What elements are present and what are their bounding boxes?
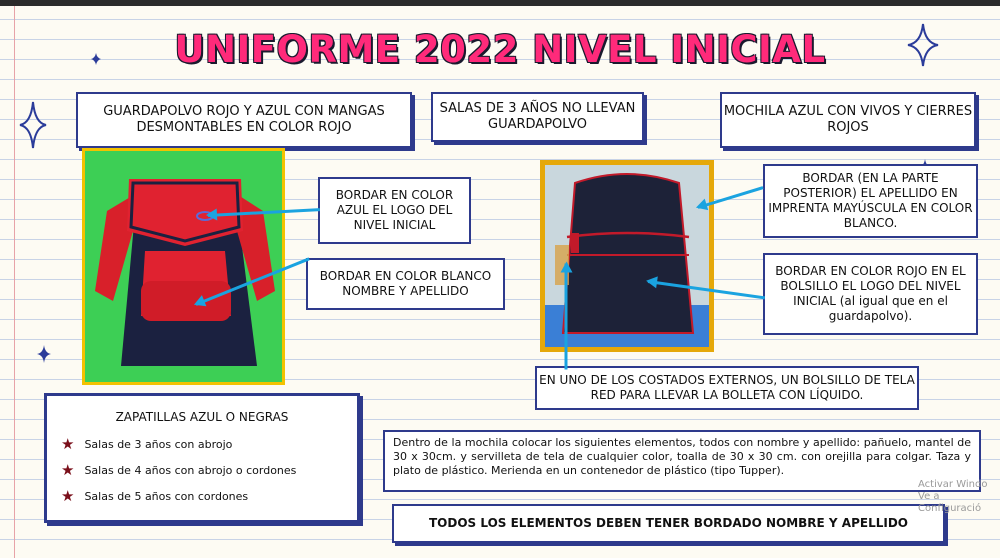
star-icon: ★ (61, 487, 75, 505)
window-top-bar (0, 0, 1000, 6)
activation-watermark: Activar Windo Ve a Configuració (918, 479, 988, 514)
list-item: ★ Salas de 5 años con cordones (61, 487, 249, 505)
costados-box: EN UNO DE LOS COSTADOS EXTERNOS, UN BOLSILLO DE TELA RED PARA LLEVAR LA BOLLETA CON LÍQUIDO. (535, 366, 919, 410)
mochila-box: MOCHILA AZUL CON VIVOS Y CIERRES ROJOS (720, 92, 976, 148)
bordar-blanco-box: BORDAR EN COLOR BLANCO NOMBRE Y APELLIDO (306, 258, 505, 310)
arrow-icon (565, 264, 568, 370)
bordar-azul-box: BORDAR EN COLOR AZUL EL LOGO DEL NIVEL INICIAL (318, 177, 471, 244)
zapatillas-box (44, 393, 360, 523)
zapatillas-title: ZAPATILLAS AZUL O NEGRAS (115, 410, 289, 424)
star-icon: ★ (61, 435, 75, 453)
guardapolvo-illustration (85, 151, 282, 382)
guardapolvo-photo (82, 148, 285, 385)
mochila-illustration (545, 165, 709, 347)
bordar-posterior-box: BORDAR (EN LA PARTE POSTERIOR) EL APELLIDO EN IMPRENTA MAYÚSCULA EN COLOR BLANCO. (763, 164, 978, 238)
page-title: UNIFORME 2022 NIVEL INICIAL (174, 28, 826, 71)
list-item: ★ Salas de 3 años con abrojo (61, 435, 233, 453)
todos-elementos-box: TODOS LOS ELEMENTOS DEBEN TENER BORDADO NOMBRE Y APELLIDO (392, 504, 945, 543)
sparkle-icon (18, 100, 48, 150)
salas-box: SALAS DE 3 AÑOS NO LLEVAN GUARDAPOLVO (431, 92, 644, 142)
dentro-mochila-box: Dentro de la mochila colocar los siguientes elementos, todos con nombre y apellido: pañuelo, mantel de 30 x 30cm. y servilleta de tela de cualquier color, toalla de 30 x 30 cm. con orejilla para colgar. Taza y plato de plástico. Merienda en un contenedor de plástico (tipo Tupper). (383, 430, 981, 492)
bordar-rojo-box: BORDAR EN COLOR ROJO EN EL BOLSILLO EL LOGO DEL NIVEL INICIAL (al igual que en el guardapolvo). (763, 253, 978, 335)
guardapolvo-box: GUARDAPOLVO ROJO Y AZUL CON MANGAS DESMONTABLES EN COLOR ROJO (76, 92, 412, 148)
sparkle-icon (36, 344, 52, 364)
star-icon: ★ (61, 461, 75, 479)
list-item: ★ Salas de 4 años con abrojo o cordones (61, 461, 297, 479)
